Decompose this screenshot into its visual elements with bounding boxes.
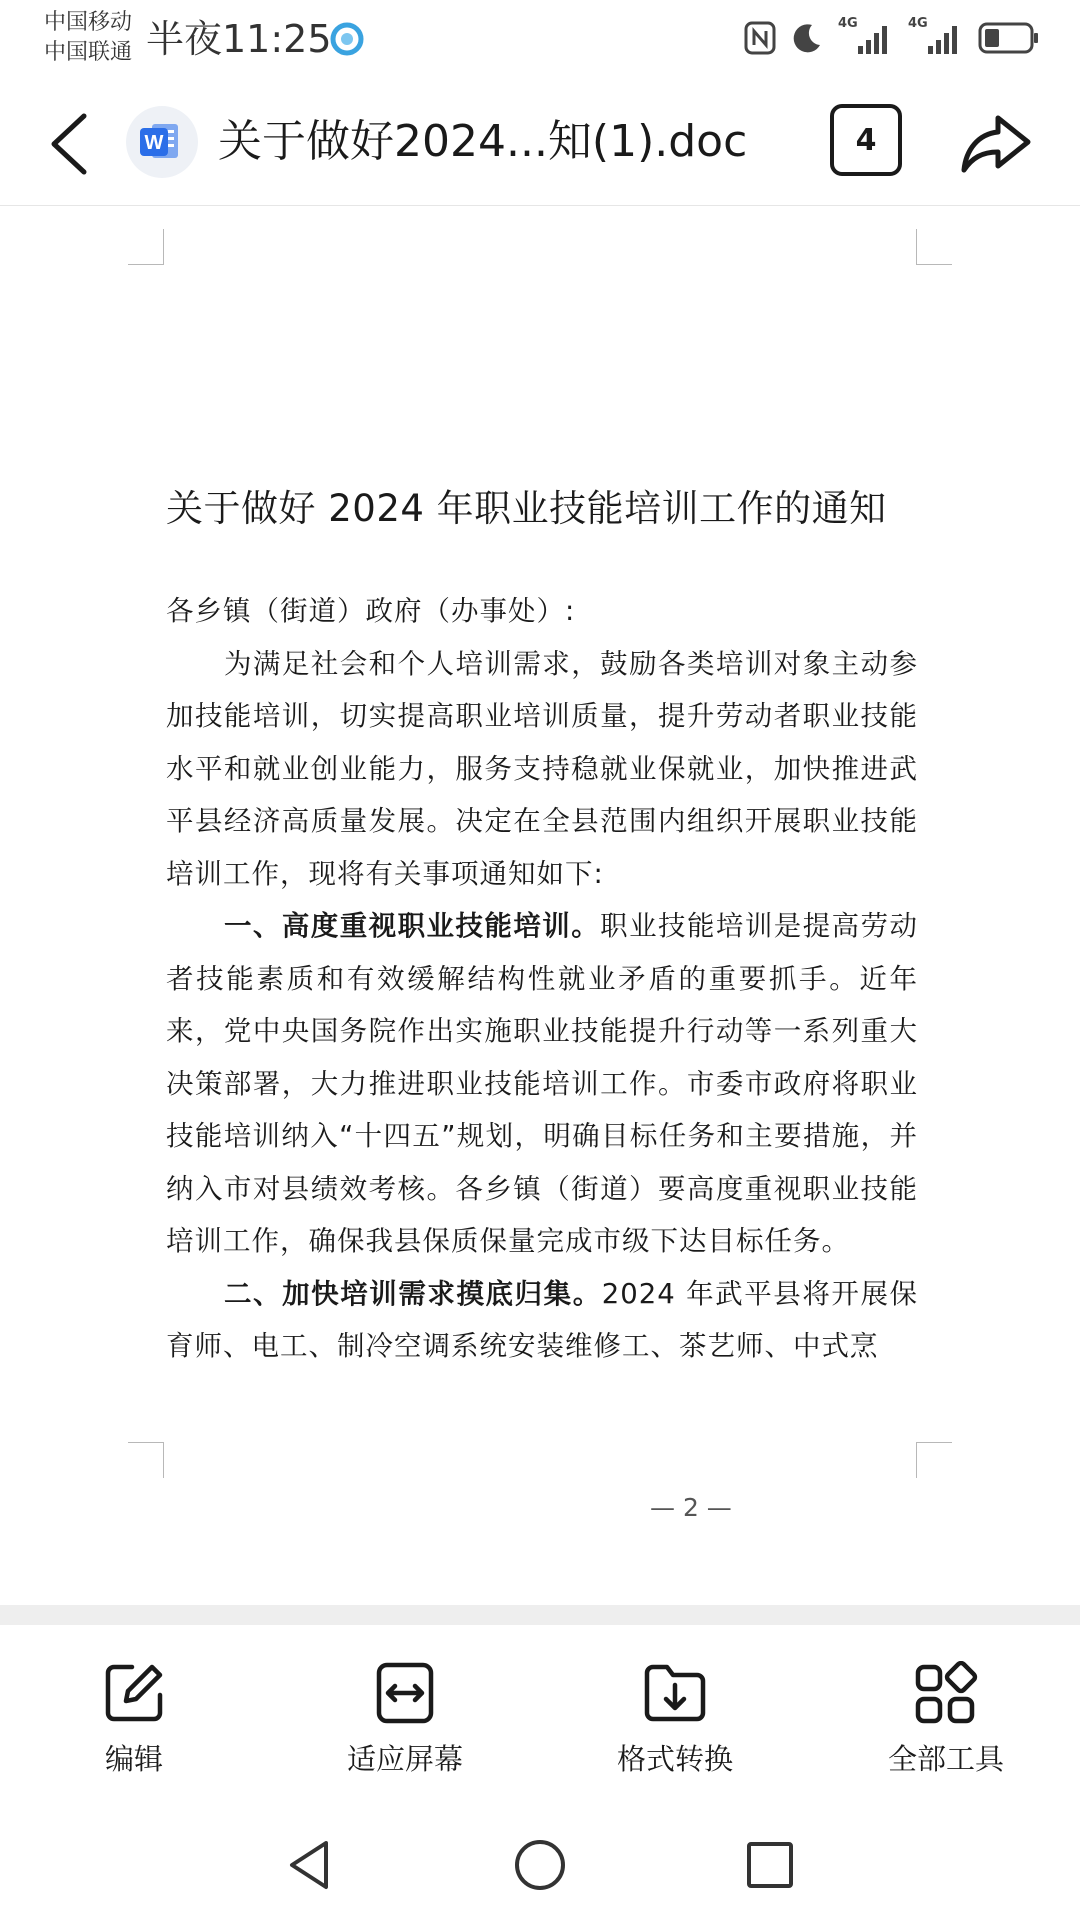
section-1-body: 职业技能培训是提高劳动者技能素质和有效缓解结构性就业矛盾的重要抓手。近年来，党中央国务院作出实施职业技能提升行动等一系列重大决策部署，大力推进职业技能培训工作。市委市政府将职业技能培训纳入“十四五”规划，明确目标任务和主要措施，并纳入市对县绩效考核。各乡镇（街道）要高度重视职业技能培训工作，确保我县保质保量完成市级下达目标任务。 <box>166 910 919 1257</box>
format-convert-label: 格式转换 <box>616 1742 733 1776</box>
section-2-body: 2024 年武平县将开展保育师、电工、制冷空调系统安装维修工、茶艺师、中式烹 <box>166 1277 919 1362</box>
section-2-title: 二、加快培训需求摸底归集。 <box>224 1277 602 1310</box>
nav-home-icon[interactable] <box>510 1835 570 1895</box>
carrier-1: 中国移动 <box>44 10 133 35</box>
paragraph-intro: 为满足社会和个人培训需求，鼓励各类培训对象主动参加技能培训，切实提高职业培训质量，提升劳动者职业技能水平和就业创业能力，服务支持稳就业保就业，加快推进武平县经济高质量发展。决定在全县范围内组织开展职业技能培训工作，现将有关事项通知如下: <box>166 647 918 890</box>
nav-back-icon[interactable] <box>280 1835 340 1895</box>
page-number: — 2 — <box>650 1493 732 1522</box>
system-navigation-bar <box>0 1805 1080 1920</box>
section-1-title: 一、高度重视职业技能培训。 <box>224 910 601 942</box>
battery-icon <box>978 21 1040 55</box>
document-filename: 关于做好2024...知(1).doc <box>218 116 748 167</box>
page-corner-mark <box>916 229 952 265</box>
apps-grid-icon <box>914 1661 978 1725</box>
all-tools-button[interactable] <box>846 1661 1046 1791</box>
document-heading: 关于做好 2024 年职业技能培训工作的通知 <box>166 487 887 530</box>
signal-bars-icon <box>838 18 894 58</box>
signal-strength-1 <box>838 18 894 58</box>
nav-recents-icon[interactable] <box>740 1835 800 1895</box>
edit-icon <box>102 1661 166 1725</box>
status-icons <box>744 16 1040 60</box>
paragraph-section-1 <box>166 900 918 1268</box>
signal-strength-2 <box>908 18 964 58</box>
page-corner-mark <box>128 1442 164 1478</box>
bottom-toolbar <box>0 1625 1080 1805</box>
page-corner-mark <box>916 1442 952 1478</box>
carrier-2: 中国联通 <box>44 40 133 65</box>
all-tools-label: 全部工具 <box>887 1742 1004 1776</box>
salutation: 各乡镇（街道）政府（办事处）: <box>166 595 576 627</box>
word-logo-icon <box>126 106 198 178</box>
network-type-1: 4G <box>838 16 858 31</box>
svg-text:W: W <box>144 132 164 154</box>
edit-label: 编辑 <box>104 1742 163 1776</box>
share-icon[interactable] <box>958 104 1034 180</box>
word-file-icon <box>126 106 198 178</box>
signal-bars-icon <box>908 18 964 58</box>
format-convert-button[interactable] <box>575 1661 775 1791</box>
fit-screen-button[interactable] <box>305 1661 505 1791</box>
fit-screen-icon <box>373 1661 437 1725</box>
page-corner-mark <box>128 229 164 265</box>
status-time: 半夜11:25 <box>146 17 332 61</box>
status-bar <box>0 0 1080 80</box>
page-count-button[interactable]: 4 <box>830 104 902 176</box>
back-arrow-icon[interactable] <box>40 104 104 184</box>
document-title-bar <box>0 80 1080 206</box>
network-type-2: 4G <box>908 16 928 31</box>
document-body <box>166 585 918 1373</box>
edit-button[interactable] <box>34 1661 234 1791</box>
nfc-icon <box>744 21 776 55</box>
qq-notification-icon <box>330 22 364 56</box>
moon-icon <box>790 21 824 55</box>
paragraph-section-2 <box>166 1268 918 1373</box>
fit-screen-label: 适应屏幕 <box>346 1742 463 1776</box>
document-page-view[interactable] <box>0 207 1080 1605</box>
page-separator <box>0 1605 1080 1625</box>
carrier-info <box>44 8 132 68</box>
folder-download-icon <box>641 1661 709 1725</box>
